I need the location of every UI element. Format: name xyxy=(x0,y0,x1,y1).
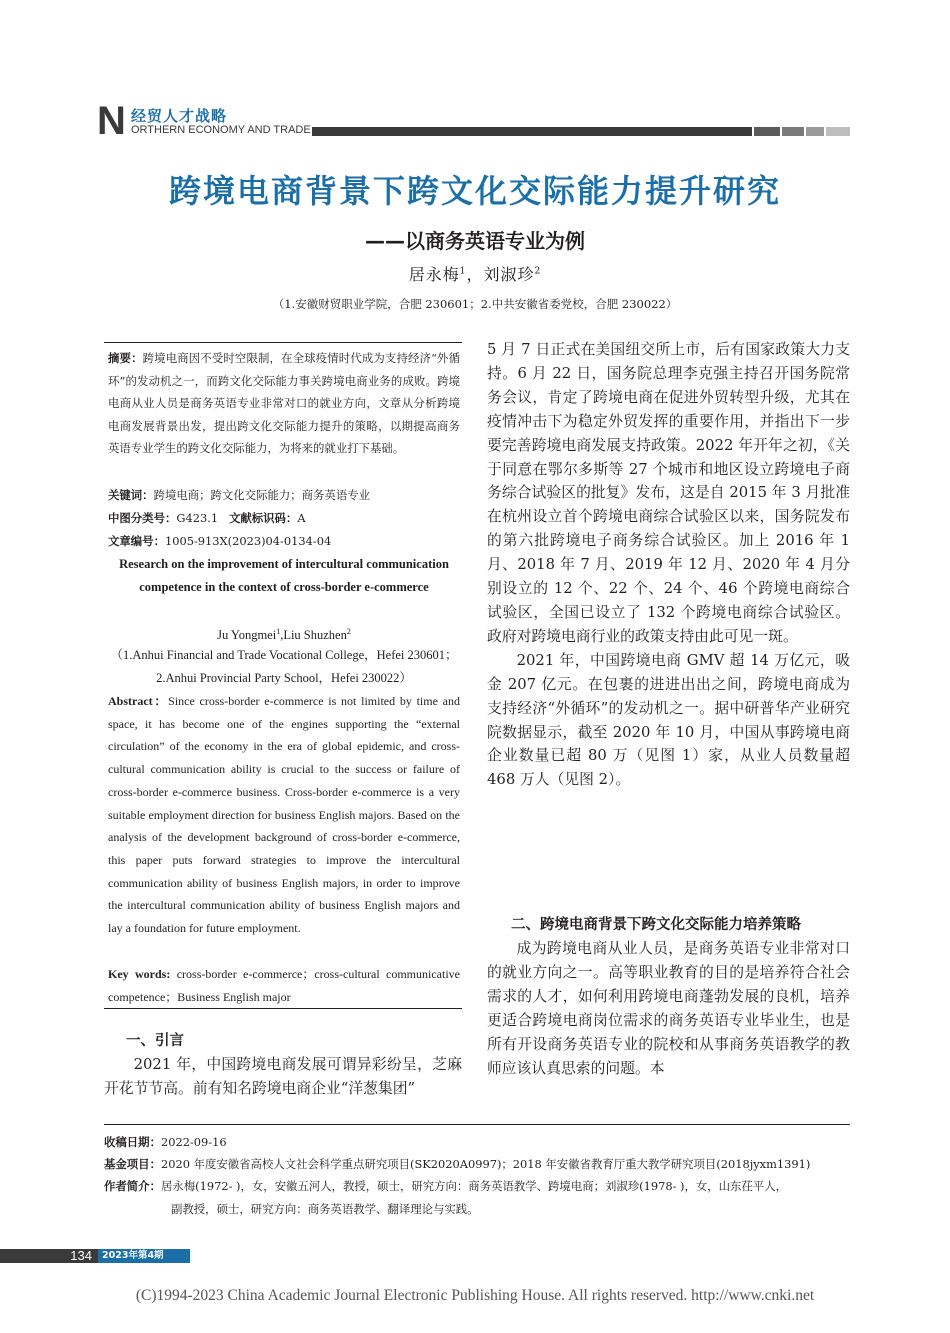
page-number: 134 xyxy=(0,1249,98,1263)
section-2-para-1: 成为跨境电商从业人员，是商务英语专业非常对口的就业方向之一。高等职业教育的目的是培养符合社会需求的人才，如何利用跨境电商蓬勃发展的良机，培养更适合跨境电商岗位需求的商务英语专业毕业生，也是所有开设商务英语专业的院校和从事商务英语教学的教师应该认真思索的问题。本 xyxy=(487,940,850,1077)
class-label: 中图分类号： xyxy=(108,511,177,525)
abstract-cn-text: 跨境电商因不受时空限制，在全球疫情时代成为支持经济“外循环”的发动机之一，而跨文化交际能力事关跨境电商业务的成败。跨境电商从业人员是商务英语专业非常对口的就业方向，文章从分析跨境电商发展背景出发，提出跨文化交际能力提升的策略，以期提高商务英语专业学生的跨文化交际能力，为将来的就业打下基础。 xyxy=(108,351,460,456)
en-author-1: Ju Yongmei xyxy=(217,628,277,643)
footnote-bio xyxy=(104,1174,850,1198)
bio-label: 作者简介： xyxy=(104,1179,161,1193)
section-1-para-2: 2021 年，中国跨境电商 GMV 超 14 万亿元，吸金 207 亿元。在包裹的进进出出之间，跨境电商成为支持经济“外循环”的发动机之一。据中研普华产业研究院数据显示，截至 2020 年 10 月，中国从事跨境电商企业数量已超 80 万（见图 1）家，从业人员数量超 468 万人（见图 2）。 xyxy=(487,651,850,789)
english-authors xyxy=(108,621,460,647)
fund-text: 2020 年度安徽省高校人文社会科学重点研究项目(SK2020A0997)；2018 年安徽省教育厅重大教学研究项目(2018jyxm1391) xyxy=(160,1157,811,1171)
english-title: Research on the improvement of intercultural communication competence in the context of cross-border e-commerce xyxy=(119,557,449,594)
section-1-para-1-cont: 5 月 7 日正式在美国纽交所上市，后有国家政策大力支持。6 月 22 日，国务院总理李克强主持召开国务院常务会议，肯定了跨境电商在促进外贸转型升级，尤其在疫情冲击下为稳定外贸发挥的重要作用，并指出下一步要完善跨境电商发展支持政策。2022 年开年之初，《关于同意在鄂尔多斯等 27 个城市和地区设立跨境电子商务综合试验区的批复》发布，这是自 2015 年 3 月批准在杭州设立首个跨境电商综合试验区以来，国务院发布的第六批跨境电子商务综合试验区。加上 2016 年 1 月、2018 年 7 月、2019 年 12 月、2020 年 4 月分别设立的 12 个、22 个、24 个、46 个跨境电商综合试验区，全国已设立了 132 个跨境电商综合试验区。政府对跨境电商行业的政策支持由此可见一斑。 xyxy=(487,341,850,645)
abstract-cn-label: 摘要： xyxy=(108,351,143,365)
section-1-heading: 一、引言 xyxy=(126,1033,184,1049)
doc-code-label: 文献标识码： xyxy=(228,511,298,525)
section-2-heading: 二、跨境电商背景下跨文化交际能力培养策略 xyxy=(511,917,801,933)
english-keywords xyxy=(108,963,460,1008)
journal-name-en: ORTHERN ECONOMY AND TRADE xyxy=(131,124,311,136)
footnote-received xyxy=(104,1130,850,1154)
footnote-fund xyxy=(104,1152,850,1176)
journal-name-cn: 经贸人才战略 xyxy=(131,107,228,125)
author-line xyxy=(0,262,950,285)
copyright-line: (C)1994-2023 China Academic Journal Electronic Publishing House. All rights reserved. http://www.cnki.net xyxy=(135,1287,815,1304)
en-author-1-mark: 1 xyxy=(276,627,281,636)
author-2-mark: 2 xyxy=(534,266,542,277)
author-2: 刘淑珍 xyxy=(483,265,535,284)
section-1-left-text xyxy=(104,1053,462,1101)
journal-logo-letter: N xyxy=(97,99,126,143)
author-1: 居永梅 xyxy=(408,265,460,284)
keywords-cn xyxy=(108,484,460,507)
en-abstract-label: Abstract： xyxy=(108,694,169,708)
footnote-rule xyxy=(104,1124,850,1125)
author-sep: ， xyxy=(466,265,484,284)
en-keywords-label: Key words: xyxy=(108,967,171,981)
classification xyxy=(108,507,460,530)
header-decorative-bar xyxy=(312,127,850,136)
article-no-label: 文章编号： xyxy=(108,534,165,548)
paper-subtitle: ——以商务英语专业为例 xyxy=(365,229,585,253)
right-column-text xyxy=(487,338,850,792)
received-date: 2022-09-16 xyxy=(160,1135,227,1149)
article-number xyxy=(108,530,460,553)
article-no-value: 1005-913X(2023)04-0134-04 xyxy=(164,534,332,548)
received-label: 收稿日期： xyxy=(104,1135,161,1149)
paper-title: 跨境电商背景下跨文化交际能力提升研究 xyxy=(168,172,781,210)
affiliation: （1.安徽财贸职业学院，合肥 230601；2.中共安徽省委党校，合肥 230022） xyxy=(272,297,678,311)
author-1-mark: 1 xyxy=(459,266,467,277)
doc-code-value: A xyxy=(297,511,306,525)
section-1-para-1-start: 2021 年，中国跨境电商发展可谓异彩纷呈，芝麻开花节节高。前有知名跨境电商企业“洋葱集团” xyxy=(104,1056,462,1097)
fund-label: 基金项目： xyxy=(104,1157,161,1171)
bio-text-line-2: 副教授，硕士，研究方向：商务英语教学、翻译理论与实践。 xyxy=(171,1202,479,1216)
en-keywords-text: cross-border e-commerce；cross-cultural communicative competence；Business English major xyxy=(108,967,460,1004)
section-2-text xyxy=(487,937,850,1080)
keywords-cn-label: 关键词： xyxy=(108,488,154,502)
en-author-sep: , xyxy=(280,628,284,643)
en-abstract-text: Since cross-border e-commerce is not limited by time and space, it has become one of the engines supporting the “external circulation” of the economy in the era of global epidemic, and cross-cultural communication ability is crucial to the success or failure of cross-border e-commerce business. Cross-border e-commerce is a very suitable employment direction for business English majors. Based on the analysis of the development background of cross-border e-commerce, this paper puts forward strategies to improve the intercultural communication ability of business English majors, in order to improve the intercultural communication ability of business English majors and lay a foundation for future employment. xyxy=(108,694,460,936)
keywords-cn-text: 跨境电商；跨文化交际能力；商务英语专业 xyxy=(153,488,371,502)
english-affiliation: （1.Anhui Financial and Trade Vocational College，Hefei 230601；2.Anhui Provincial Party School，Hefei 230022） xyxy=(110,648,458,685)
english-abstract xyxy=(108,690,460,940)
en-author-2-mark: 2 xyxy=(346,627,351,636)
bio-text-line-1: 居永梅(1972- )，女，安徽五河人，教授，硕士，研究方向：商务英语教学、跨境电商；刘淑珍(1978- )，女，山东茌平人， xyxy=(160,1179,788,1193)
en-author-2: Liu Shuzhen xyxy=(283,628,347,643)
class-value: G423.1 xyxy=(176,511,219,525)
abstract-cn xyxy=(108,347,460,460)
issue-label: 2023年第4期 xyxy=(102,1250,164,1261)
